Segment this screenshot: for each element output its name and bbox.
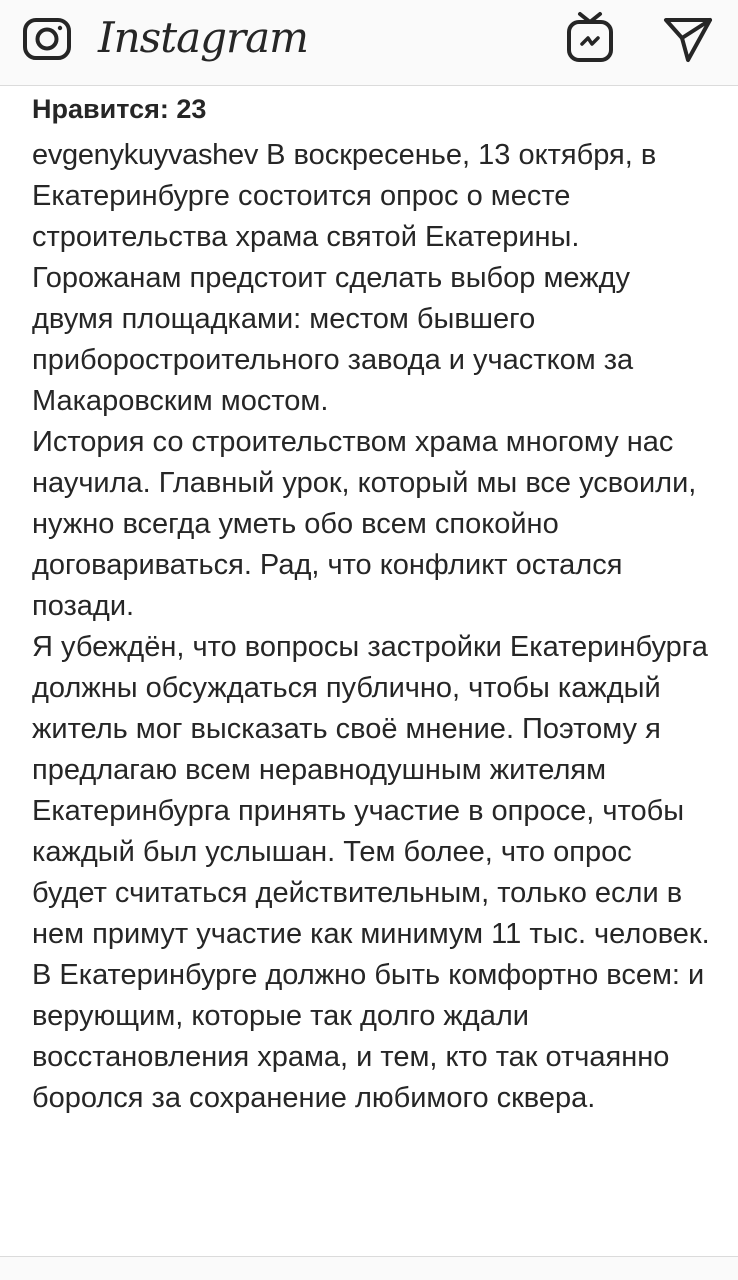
caption-paragraph: История со строительством храма многому нас научила. Главный урок, который мы все усвоили, нужно всегда уметь обо всем спокойно договариваться. Рад, что конфликт остался позади. bbox=[32, 426, 697, 622]
caption-paragraph bbox=[32, 135, 712, 422]
caption-paragraph: Я убеждён, что вопросы застройки Екатеринбурга должны обсуждаться публично, чтобы каждый житель мог высказать своё мнение. Поэтому я предлагаю всем неравнодушным жителям Екатеринбурга принять участие в опросе, чтобы каждый был услышан. Тем более, что опрос будет считаться действительным, только если в нем примут участие как минимум 11 тыс. человек. bbox=[32, 631, 710, 950]
likes-count[interactable] bbox=[32, 94, 712, 125]
likes-label: Нравится: bbox=[32, 94, 169, 124]
likes-number: 23 bbox=[176, 94, 207, 124]
author-username[interactable]: evgenykuyvashev bbox=[32, 139, 259, 171]
direct-message-icon[interactable] bbox=[660, 10, 716, 66]
instagram-logo: Instagram bbox=[98, 13, 308, 62]
igtv-icon[interactable] bbox=[560, 8, 620, 68]
bottom-bar bbox=[0, 1256, 738, 1280]
post-details bbox=[32, 94, 712, 1119]
caption-text: В воскресенье, 13 октября, в Екатеринбурге состоится опрос о месте строительства храма святой Екатерины. Горожанам предстоит сделать выбор между двумя площадками: местом бывшего приборостроительного завода и участком за Макаровским мостом. bbox=[32, 139, 657, 417]
top-navigation-bar bbox=[0, 0, 738, 86]
post-caption bbox=[32, 135, 712, 1119]
camera-icon[interactable] bbox=[22, 14, 78, 64]
caption-paragraph: В Екатеринбурге должно быть комфортно всем: и верующим, которые так долго ждали восстановления храма, и тем, кто так отчаянно боролся за сохранение любимого сквера. bbox=[32, 959, 705, 1114]
